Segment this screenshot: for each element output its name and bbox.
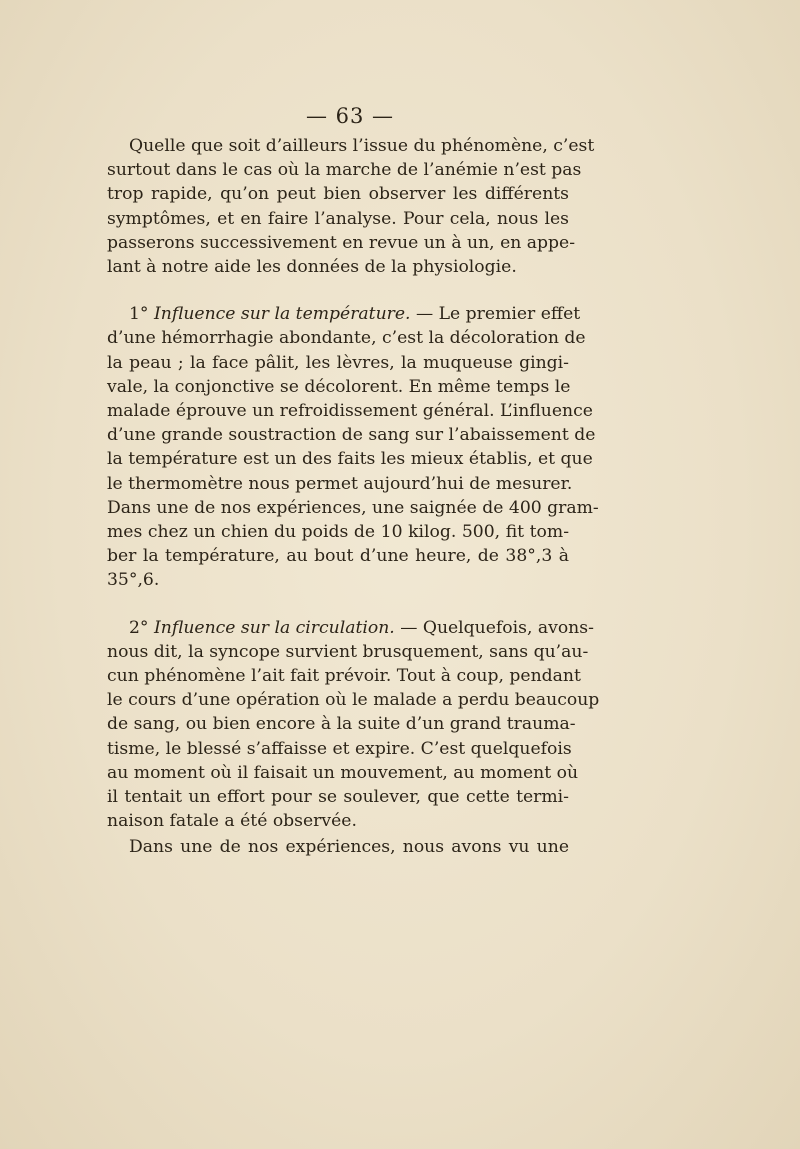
text-line: de sang, ou bien encore à la suite d’un grand trauma- — [107, 714, 576, 735]
text-line: il tentait un effort pour se soulever, que cette termi- — [107, 787, 569, 808]
text-line: 35°,6. — [107, 570, 160, 591]
section-heading-line — [107, 616, 594, 640]
text-line: trop rapide, qu’on peut bien observer les différents — [107, 184, 569, 205]
text-line: passerons successivement en revue un à un, en appe- — [107, 232, 576, 253]
text-line: le thermomètre nous permet aujourd’hui de mesurer. — [107, 473, 573, 494]
section-number: 2° — [129, 617, 149, 638]
page-number: — 63 — — [305, 104, 395, 128]
text-line: lant à notre aide les données de la physiologie. — [107, 257, 517, 278]
text-line: mes chez un chien du poids de 10 kilog. 500, fit tom- — [107, 522, 569, 543]
text-line: vale, la conjonctive se décolorent. En même temps le — [107, 376, 571, 397]
text-line: surtout dans le cas où la marche de l’anémie n’est pas — [107, 160, 582, 181]
section-heading-line — [107, 302, 581, 326]
text-line: d’une hémorrhagie abondante, c’est la décoloration de — [107, 328, 586, 349]
text-line: d’une grande soustraction de sang sur l’abaissement de — [107, 425, 596, 446]
text-line: au moment où il faisait un mouvement, au moment où — [107, 762, 579, 783]
paragraph-intro — [107, 134, 595, 279]
text-line: cun phénomène l’ait fait prévoir. Tout à coup, pendant — [107, 666, 581, 687]
section-heading: Influence sur la température. — [154, 304, 411, 325]
section-number: 1° — [129, 304, 149, 325]
text-line: le cours d’une opération où le malade a perdu beaucoup — [107, 690, 600, 711]
heading-continuation: — Le premier effet — [410, 304, 581, 325]
text-line: symptômes, et en faire l’analyse. Pour cela, nous les — [107, 208, 569, 229]
text-line: Dans une de nos expériences, nous avons vu une — [129, 837, 569, 858]
text-line: naison fatale a été observée. — [107, 811, 357, 832]
text-line: malade éprouve un refroidissement général. L’influence — [107, 401, 593, 422]
heading-continuation: — Quelquefois, avons- — [394, 617, 594, 638]
text-line: nous dit, la syncope survient brusquement, sans qu’au- — [107, 641, 589, 662]
section-heading: Influence sur la circulation. — [154, 617, 395, 638]
paragraph-circulation — [107, 616, 600, 834]
text-line: tisme, le blessé s’affaisse et expire. C’est quelquefois — [107, 738, 572, 759]
text-line: Quelle que soit d’ailleurs l’issue du phénomène, c’est — [129, 136, 595, 156]
text-line: la température est un des faits les mieux établis, et que — [107, 449, 593, 470]
page-body — [107, 134, 600, 860]
paragraph-experiment — [107, 835, 569, 859]
text-line: ber la température, au bout d’une heure, de 38°,3 à — [107, 546, 569, 567]
text-line: Dans une de nos expériences, une saignée de 400 gram- — [107, 497, 599, 518]
text-line: la peau ; la face pâlit, les lèvres, la muqueuse gingi- — [107, 352, 569, 373]
paragraph-temperature — [107, 302, 599, 592]
